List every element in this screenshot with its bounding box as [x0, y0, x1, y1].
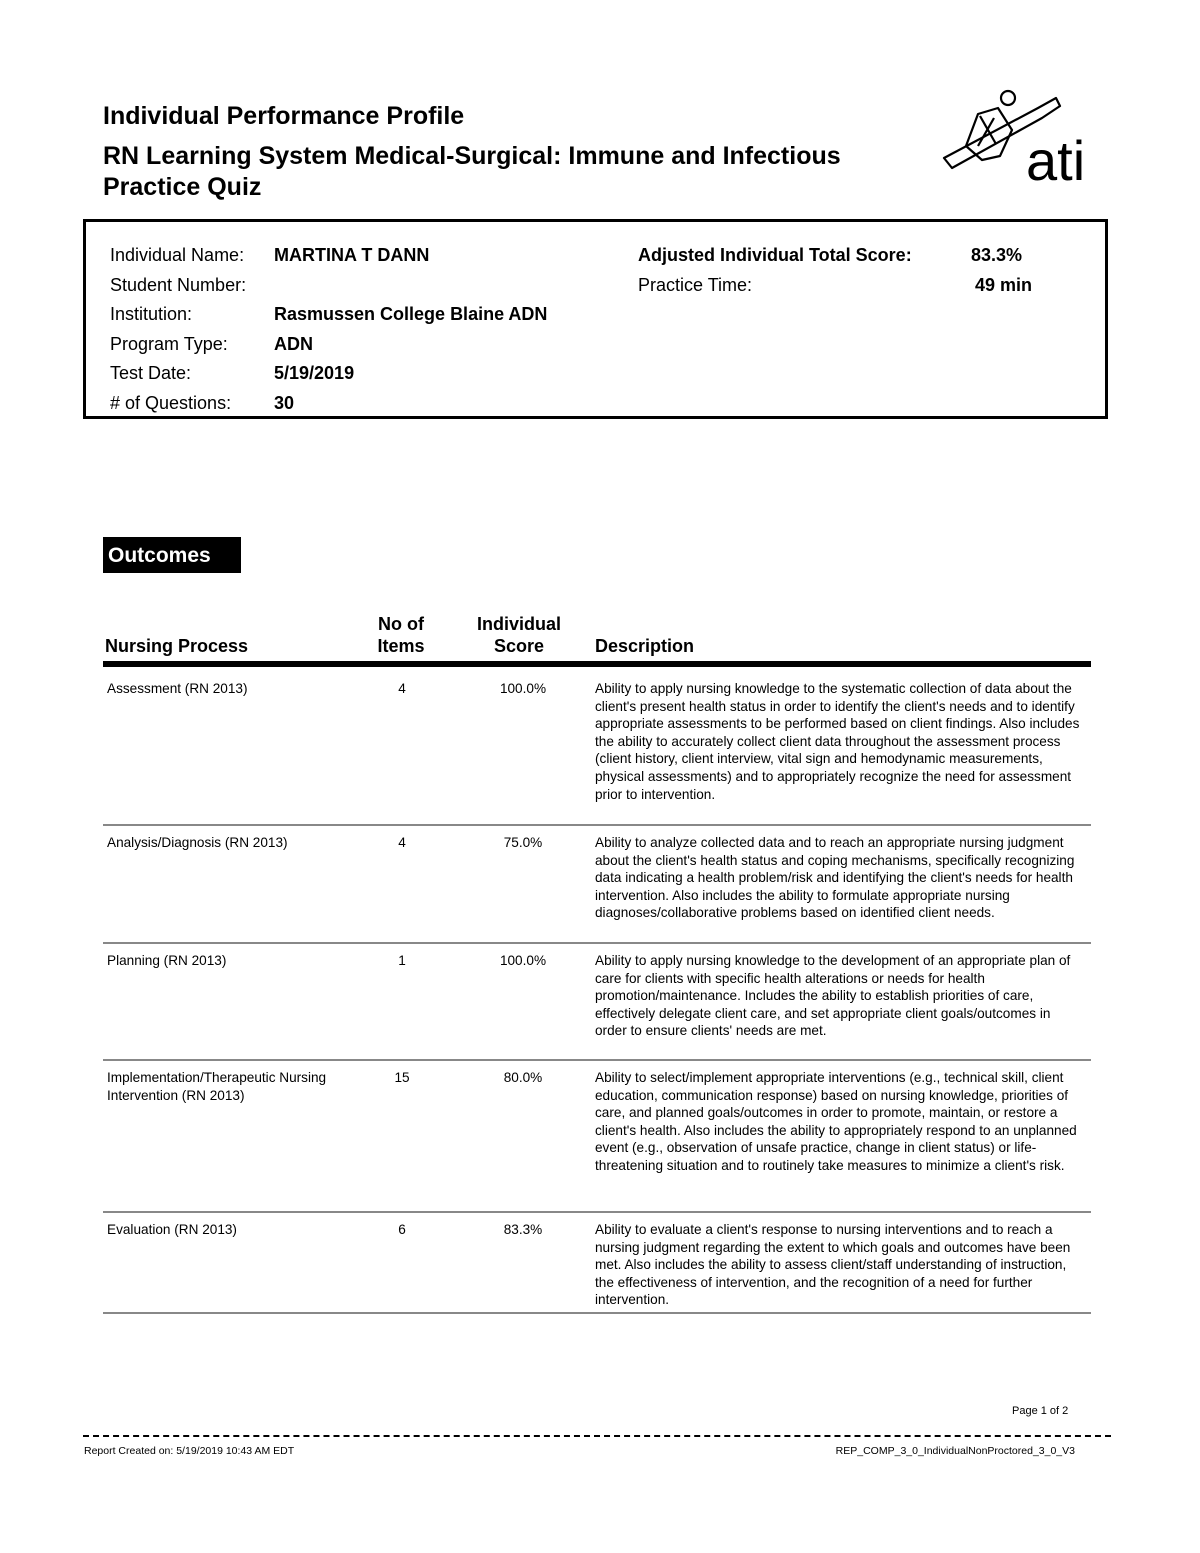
institution-value: Rasmussen College Blaine ADN [274, 304, 548, 324]
test-date-label: Test Date: [110, 363, 192, 383]
row-items: 6 [398, 1222, 406, 1237]
row-description: Ability to select/implement appropriate interventions (e.g., technical skill, client education, communication response) based on nursing knowledge, priorities of care, and planned goals/outcomes in order to promote, maintain, or restore a client's health. Also includes the ability to appropriately respond to an unplanned event (e.g., observation of unsafe practice, change in client status) or life-threatening situation and to routinely take measures to minimize a client's risk. [595, 1070, 1077, 1173]
row-score: 75.0% [503, 835, 543, 850]
test-date-value: 5/19/2019 [274, 363, 355, 383]
practice-time-value: 49 min [975, 275, 1033, 295]
row-divider [103, 1059, 1091, 1061]
row-process: Implementation/Therapeutic Nursing Intervention (RN 2013) [107, 1070, 327, 1103]
col-header-items-line2: Items [377, 636, 425, 656]
outcomes-heading: Outcomes [103, 537, 241, 573]
questions-label: # of Questions: [110, 393, 232, 413]
score-label: Adjusted Individual Total Score: [638, 245, 912, 265]
institution-label: Institution: [110, 304, 193, 324]
col-header-score-line2: Score [493, 636, 545, 656]
col-header-score [463, 613, 575, 657]
questions-value: 30 [274, 393, 295, 413]
student-info-box [83, 219, 1108, 419]
report-created: Report Created on: 5/19/2019 10:43 AM EDT [84, 1445, 295, 1457]
report-code: REP_COMP_3_0_IndividualNonProctored_3_0_V3 [835, 1445, 1075, 1457]
row-divider [103, 1312, 1091, 1314]
row-items: 1 [398, 953, 406, 968]
row-items: 4 [398, 835, 406, 850]
row-process: Analysis/Diagnosis (RN 2013) [107, 835, 288, 850]
col-header-score-line1: Individual [476, 614, 561, 634]
page-number: Page 1 of 2 [1012, 1405, 1069, 1417]
row-process: Planning (RN 2013) [107, 953, 227, 968]
row-description: Ability to analyze collected data and to reach an appropriate nursing judgment about the client's health status and coping mechanisms, specifically recognizing data indicating a health problem/risk and identifying the client's needs for health intervention. Also includes the ability to formulate appropriate nursing diagnoses/collaborative problems based on identified client needs. [595, 835, 1075, 921]
row-process: Evaluation (RN 2013) [107, 1222, 237, 1237]
col-header-items-line1: No of [378, 614, 424, 634]
footer-divider [83, 1435, 1111, 1437]
col-header-description: Description [595, 636, 695, 656]
row-divider [103, 942, 1091, 944]
program-value: ADN [274, 334, 313, 354]
row-items: 4 [398, 681, 406, 696]
ati-logo [938, 86, 1106, 186]
report-title: Individual Performance Profile [103, 102, 465, 130]
row-score: 83.3% [503, 1222, 543, 1237]
row-score: 100.0% [499, 953, 547, 968]
header-divider [103, 661, 1091, 667]
row-score: 80.0% [503, 1070, 543, 1085]
name-value: MARTINA T DANN [274, 245, 430, 265]
report-subtitle: RN Learning System Medical-Surgical: Immune and Infectious Practice Quiz [103, 142, 841, 201]
row-divider [103, 824, 1091, 826]
col-header-items [365, 613, 437, 657]
name-label: Individual Name: [110, 245, 245, 265]
row-process: Assessment (RN 2013) [107, 681, 248, 696]
score-value: 83.3% [971, 245, 1023, 265]
row-score: 100.0% [499, 681, 547, 696]
row-description: Ability to apply nursing knowledge to the systematic collection of data about the client's present health status in order to identify the client's needs and to identify appropriate assessments to be performed based on client findings. Also includes the ability to accurately collect client data throughout the assessment process (client history, client interview, vital sign and hemodynamic measurements, physical assessments) and to appropriately recognize the need for assessment prior to intervention. [595, 681, 1080, 802]
col-header-process: Nursing Process [105, 636, 249, 656]
practice-time-label: Practice Time: [638, 275, 753, 295]
student-number-label: Student Number: [110, 275, 247, 295]
row-items: 15 [394, 1070, 410, 1085]
row-divider [103, 1211, 1091, 1213]
row-description: Ability to evaluate a client's response to nursing interventions and to reach a nursing judgment regarding the extent to which goals and outcomes have been met. Also includes the ability to assess client/staff understanding of instruction, the effectiveness of intervention, and the recognition of a need for further intervention. [595, 1222, 1071, 1308]
row-description: Ability to apply nursing knowledge to the development of an appropriate plan of care for clients with specific health alterations or needs for health promotion/maintenance. Includes the ability to establish priorities of care, effectively delegate client care, and set appropriate client goals/outcomes in order to ensure clients' needs are met. [595, 953, 1071, 1039]
svg-text:ati: ati [1026, 129, 1086, 186]
program-label: Program Type: [110, 334, 228, 354]
